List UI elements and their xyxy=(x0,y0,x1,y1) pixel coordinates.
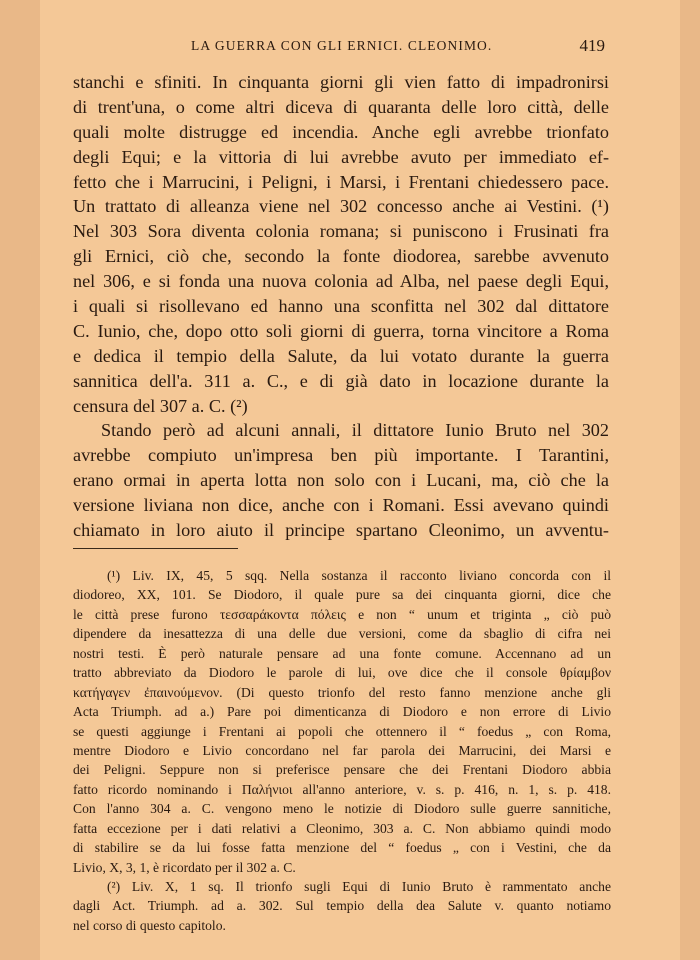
text-line: sannitica dell'a. 311 a. C., e di già dato in locazione durante la xyxy=(73,370,609,391)
footnote-line: fatta eccezione per i dati relativi a Cleonimo, 303 a. C. Non abbiamo quindi modo xyxy=(73,820,611,836)
footnote-line: Livio, X, 3, 1, è ricordato per il 302 a. C. xyxy=(73,859,296,875)
text-line: quali molte distrugge ed incendia. Anche egli avrebbe trionfato xyxy=(73,121,609,142)
footnote-line: (²) Liv. X, 1 sq. Il trionfo sugli Equi di Iunio Bruto è rammentato anche xyxy=(107,879,611,894)
footnotes xyxy=(73,566,611,935)
text-line: chiamato in loro aiuto il principe spartano Cleonimo, un avventu- xyxy=(73,520,609,541)
main-text xyxy=(73,70,609,543)
text-line: versione liviana non dice, anche con i Romani. Essi avevano quindi xyxy=(73,495,609,516)
text-line: degli Equi; e la vittoria di lui avrebbe avuto per immediato ef- xyxy=(73,146,609,167)
footnote-line: fatto ricordo nominando i Παλήνιοι all'anno anteriore, v. s. p. 416, n. 1, s. p. 418. xyxy=(73,781,611,797)
footnote-line: dei Peligni. Seppure non si preferisce pensare che dei Frentani Diodoro abbia xyxy=(73,762,611,778)
text-line: Nel 303 Sora diventa colonia romana; si puniscono i Frusinati fra xyxy=(73,221,609,242)
footnote-line: nel corso di questo capitolo. xyxy=(73,917,226,933)
footnote-separator xyxy=(73,548,238,549)
page-number: 419 xyxy=(579,36,605,55)
footnote-line: Acta Triumph. ad a.) Pare poi dimenticanza di Diodoro e non errore di Livio xyxy=(73,704,611,720)
page-header xyxy=(73,36,605,58)
running-title: LA GUERRA CON GLI ERNICI. CLEONIMO. xyxy=(191,38,493,53)
footnote-line: se questi aggiunge i Frentani ai popoli che ottennero il “ foedus „ con Roma, xyxy=(73,723,611,739)
footnote-line: mentre Diodoro e Livio concordano nel far parola dei Marrucini, dei Marsi e xyxy=(73,742,611,758)
text-line: erano ormai in aperta lotta non solo con i Lucani, ma, ciò che la xyxy=(73,470,609,491)
text-line: Un trattato di alleanza viene nel 302 concesso anche ai Vestini. (¹) xyxy=(73,196,609,217)
text-line: Stando però ad alcuni annali, il dittatore Iunio Bruto nel 302 xyxy=(101,420,609,441)
text-line: avrebbe compiuto un'impresa ben più importante. I Tarantini, xyxy=(73,445,609,466)
footnote-line: (¹) Liv. IX, 45, 5 sqq. Nella sostanza il racconto liviano concorda con il xyxy=(107,568,611,583)
footnote-line: tratto abbreviato da Diodoro le parole di lui, ove dice che il console θρίαμβον xyxy=(73,665,611,681)
text-line: censura del 307 a. C. (²) xyxy=(73,395,248,416)
footnote-line: nostri testi. È però naturale pensare ad una fonte comune. Accennano ad un xyxy=(73,645,611,661)
footnote-line: dagli Act. Triumph. ad a. 302. Sul tempio della dea Salute v. quanto notiamo xyxy=(73,898,611,914)
footnote-line: diodoreo, XX, 101. Se Diodoro, il quale pure sa dei cinquanta giorni, dice che xyxy=(73,587,611,603)
footnote-line: di stabilire se da lui fosse fatta menzione del “ foedus „ con i Vestini, che da xyxy=(73,840,611,856)
footnote-line: dipendere da inesattezza di una delle due versioni, come da sbaglio di cifra nei xyxy=(73,626,611,642)
text-line: e dedica il tempio della Salute, da lui votato durante la guerra xyxy=(73,345,609,366)
footnote-line: le città prese furono τεσσαράκοντα πόλεις e non “ unum et triginta „ ciò può xyxy=(73,606,611,622)
text-line: C. Iunio, che, dopo otto soli giorni di guerra, torna vincitore a Roma xyxy=(73,320,609,341)
text-line: stanchi e sfiniti. In cinquanta giorni gli vien fatto di impadronirsi xyxy=(73,72,609,92)
text-line: di trent'una, o come altri diceva di quaranta delle loro città, delle xyxy=(73,96,609,117)
footnote-line: Con l'anno 304 a. C. vengono meno le notizie di Diodoro sulle guerre sannitiche, xyxy=(73,801,611,817)
text-line: fetto che i Marrucini, i Peligni, i Marsi, i Frentani chiedessero pace. xyxy=(73,171,609,192)
text-line: gli Ernici, ciò che, secondo la fonte diodorea, sarebbe avvenuto xyxy=(73,246,609,267)
footnote-line: κατήγαγεν ἐπαινούμενον. (Di questo trionfo del resto fanno menzione anche gli xyxy=(73,684,611,700)
text-line: i quali si risollevano ed hanno una sconfitta nel 302 dal dittatore xyxy=(73,296,609,317)
text-line: nel 306, e si fonda una nuova colonia ad Alba, nel paese degli Equi, xyxy=(73,271,609,292)
